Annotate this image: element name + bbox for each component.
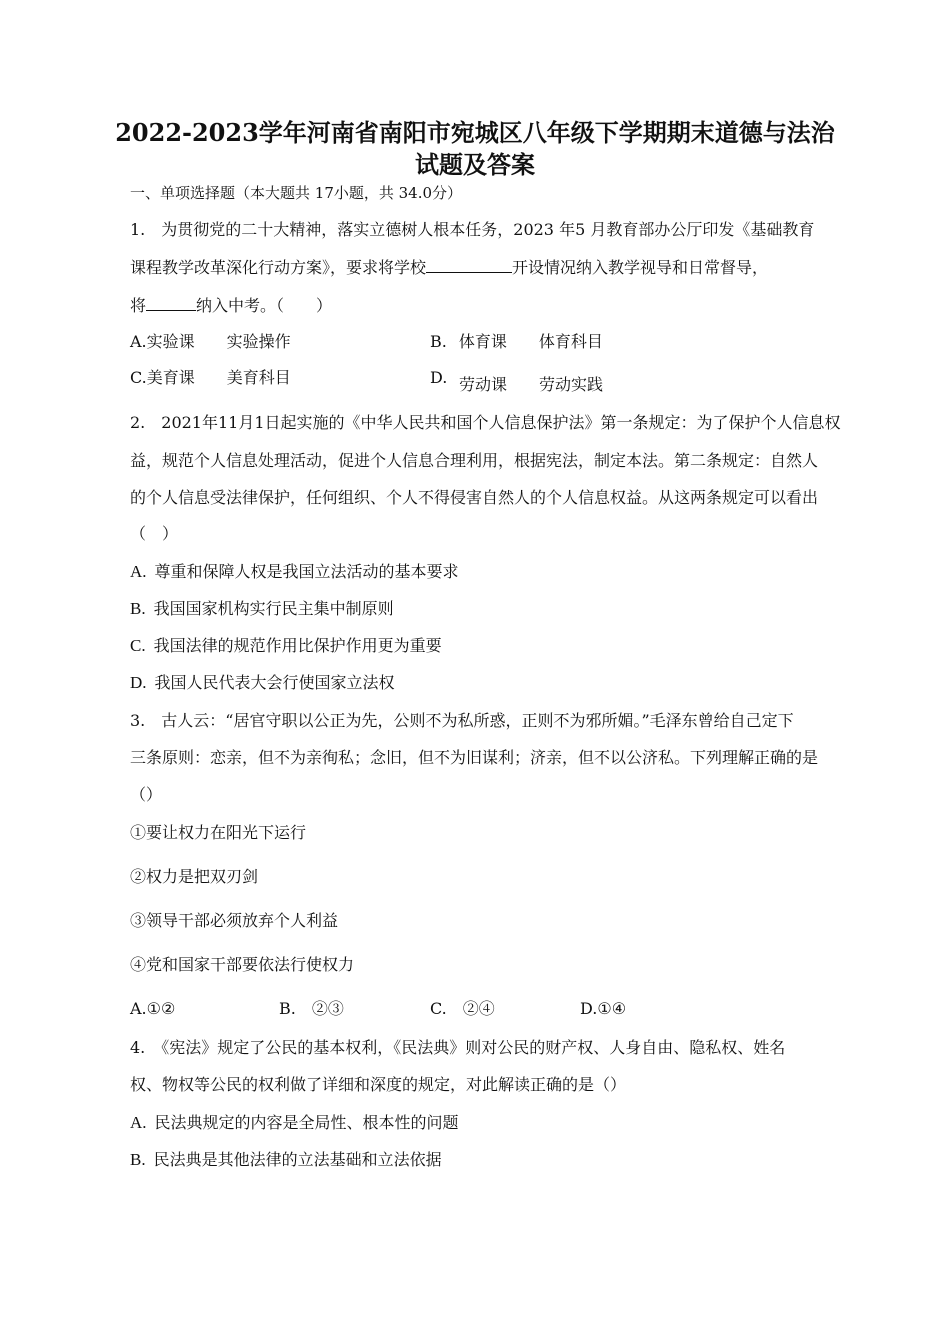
q2-stem-line3: 的个人信息受法律保护，任何组织、个人不得侵害自然人的个人信息权益。从这两条规定可以看出 [130,488,819,507]
q2-option-a-text: 尊重和保障人权是我国立法活动的基本要求 [154,562,459,581]
q1-stem-line2-part2: 开设情况纳入教学视导和日常督导， [512,258,769,277]
q3-item-4: ④党和国家干部要依法行使权力 [130,955,355,974]
q2-option-b-text: 我国国家机构实行民主集中制原则 [153,599,394,618]
q2-option-b-label: B. [130,599,146,618]
q1-option-d-text: 劳动课 劳动实践 [459,375,604,394]
q4-option-b-text: 民法典是其他法律的立法基础和立法依据 [153,1150,442,1169]
q2-option-a-label: A. [130,562,147,581]
q1-stem-line3-part2: 纳入中考。（ ） [196,296,333,315]
q1-stem-line1: 1. 为贯彻党的二十大精神，落实立德树人根本任务，2023 年5 月教育部办公厅印发《基础教育 [130,220,815,239]
q3-stem-line3: （） [130,785,163,804]
q4-option-a-label: A. [130,1113,147,1132]
q3-option-d: D.①④ [580,999,627,1018]
q3-option-c: C. ②④ [430,999,495,1018]
q2-stem-line1: 2. 2021年11月1日起实施的《中华人民共和国个人信息保护法》第一条规定：为了保护个人信息权 [130,413,841,432]
q3-option-b: B. ②③ [279,999,344,1018]
q1-option-a-label: A. [130,332,147,351]
q2-stem-line4: （ ） [130,524,179,543]
q1-stem-line2-part1: 课程教学改革深化行动方案》，要求将学校 [130,258,427,277]
q4-stem-line2: 权、物权等公民的权利做了详细和深度的规定，对此解读正确的是（） [130,1075,627,1094]
q1-option-a [130,331,291,353]
q1-blank-1 [426,256,512,273]
q2-option-d-label: D. [130,673,147,692]
q3-stem-line1: 3. 古人云：“居官守职以公正为先，公则不为私所惑，正则不为邪所媚。”毛泽东曾给自己定下 [130,711,794,730]
q2-option-a [130,561,459,583]
q2-option-c-text: 我国法律的规范作用比保护作用更为重要 [153,636,442,655]
q3-stem-line2: 三条原则：恋亲，但不为亲徇私；念旧，但不为旧谋利；济亲，但不以公济私。下列理解正确的是 [130,748,819,767]
q4-option-a [130,1112,459,1134]
q1-option-a-text: 实验课 实验操作 [146,332,291,351]
q4-option-b-label: B. [130,1150,146,1169]
q2-option-c [130,635,442,657]
q2-option-b [130,598,394,620]
q1-stem-line3-part1: 将 [130,296,147,315]
q1-option-d-label: D. [430,368,448,387]
q1-stem-line3 [130,294,332,317]
q3-item-3: ③领导干部必须放弃个人利益 [130,911,339,930]
q3-item-2: ②权力是把双刃剑 [130,867,259,886]
q4-option-b [130,1149,442,1171]
q3-item-1: ①要让权力在阳光下运行 [130,823,307,842]
document-title-line1: 2022-2023学年河南省南阳市宛城区八年级下学期期末道德与法治 [115,118,835,147]
q2-option-d-text: 我国人民代表大会行使国家立法权 [154,673,395,692]
document-title-line2: 试题及答案 [415,150,535,179]
q4-stem-line1: 4. 《宪法》规定了公民的基本权利，《民法典》则对公民的财产权、人身自由、隐私权、姓名 [130,1038,786,1057]
q1-stem-line2 [130,256,768,279]
q2-option-c-label: C. [130,636,146,655]
q1-option-b-label: B. [430,332,447,351]
q1-option-c-label: C. [130,368,147,387]
q2-option-d [130,672,395,694]
q2-stem-line2: 益，规范个人信息处理活动，促进个人信息合理利用，根据宪法，制定本法。第二条规定：自然人 [130,451,819,470]
section-heading: 一、单项选择题（本大题共 17小题，共 34.0分） [130,184,463,202]
q1-option-b [430,331,603,353]
q1-option-c [130,367,291,389]
q1-option-b-text: 体育课 体育科目 [458,332,603,351]
q3-option-a: A.①② [130,999,176,1018]
q1-blank-2 [146,294,196,311]
q1-option-c-text: 美育课 美育科目 [146,368,291,387]
q4-option-a-text: 民法典规定的内容是全局性、根本性的问题 [154,1113,459,1132]
